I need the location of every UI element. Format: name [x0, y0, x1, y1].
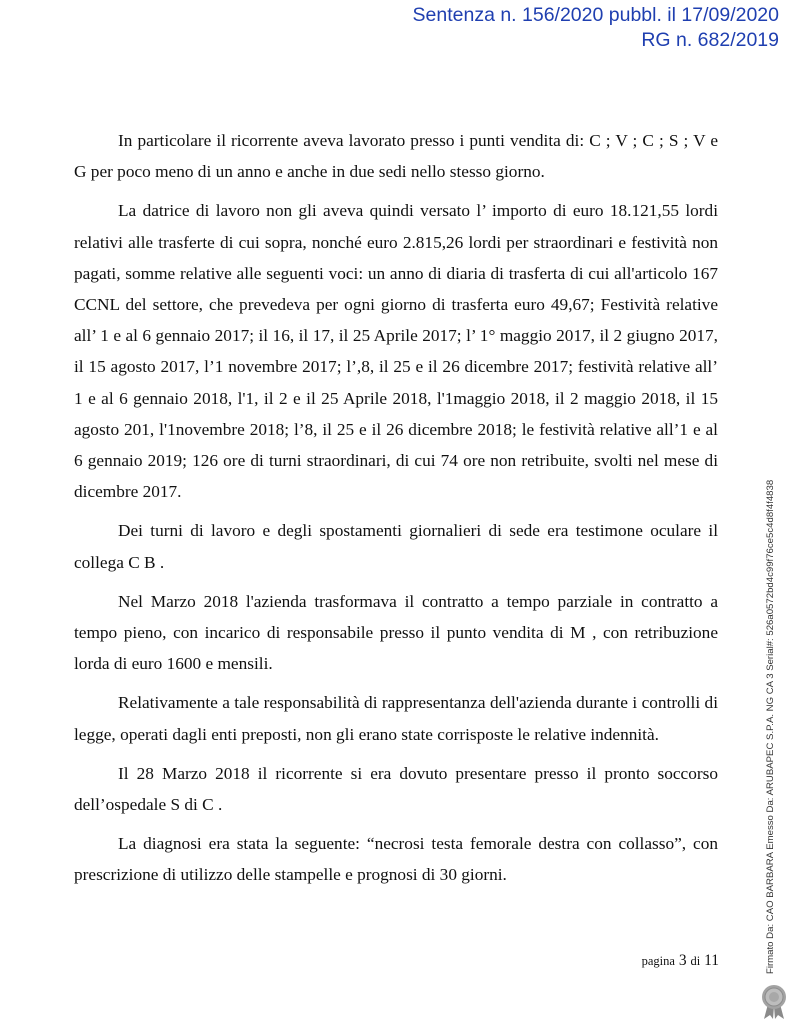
paragraph-importo: La datrice di lavoro non gli aveva quindi versato l’ importo di euro 18.121,55 lordi relativi alle trasferte di cui sopra, nonché euro 2.815,26 lordi per straordinari e festività non pagati, somme relative alle seguenti voci: un anno di diaria di trasferta di cui all'articolo 167 CCNL del settore, che prevedeva per ogni giorno di trasferta euro 49,67; Festività relative all’ 1 e al 6 gennaio 2017; il 16, il 17, il 25 Aprile 2017; l’ 1° maggio 2017, il 2 giugno 2017, il 15 agosto 2017, l’1 novembre 2017; l’,8, il 25 e il 26 dicembre 2017; festività relative all’ 1 e al 6 gennaio 2018, l'1, il 2 e il 25 Aprile 2018, l'1maggio 2018, il 2 maggio 2018, il 15 agosto 201, l'1novembre 2018; l’8, il 25 e il 26 dicembre 2018; le festività relative all’1 e al 6 gennaio 2019; 126 ore di turni straordinari, di cui 74 ore non retribuite, svolti nel mese di dicembre 2017. [74, 201, 718, 502]
total-pages: 11 [704, 952, 719, 969]
paragraph-punti-vendita: In particolare il ricorrente aveva lavorato presso i punti vendita di: C ; V ; C ; S ; V e G per poco meno di un anno e anche in due sedi nello stesso giorno. [74, 131, 718, 182]
paragraph-diagnosi: La diagnosi era stata la seguente: “necrosi testa femorale destra con collasso”, con prescrizione di utilizzo delle stampelle e prognosi di 30 giorni. [74, 834, 718, 885]
sentenza-reference: Sentenza n. 156/2020 pubbl. il 17/09/2020 [412, 4, 779, 26]
pagina-label: pagina [641, 954, 675, 968]
document-body [74, 125, 718, 899]
rg-reference: RG n. 682/2019 [641, 29, 779, 51]
di-label: di [690, 954, 701, 968]
seal-icon [760, 984, 788, 1020]
paragraph-pronto-soccorso: Il 28 Marzo 2018 il ricorrente si era dovuto presentare presso il pronto soccorso dell’ospedale S di C . [74, 763, 718, 815]
page-number [642, 952, 719, 970]
digital-signature-note: Firmato Da: CAO BARBARA Emesso Da: ARUBAPEC S.P.A. NG CA 3 Serial#: 526a0572bd4c99f76ce5c4d8f4f4838 [765, 479, 776, 974]
current-page: 3 [678, 952, 687, 969]
document-header [413, 3, 779, 53]
paragraph-contratto: Nel Marzo 2018 l'azienda trasformava il contratto a tempo parziale in contratto a tempo pieno, con incarico di responsabile presso il punto vendita di M , con retribuzione lorda di euro 1600 e mensili. [74, 591, 718, 674]
paragraph-indennita: Relativamente a tale responsabilità di rappresentanza dell'azienda durante i controlli di legge, operati dagli enti preposti, non gli erano state corrisposte le relative indennità. [74, 693, 718, 744]
paragraph-testimone: Dei turni di lavoro e degli spostamenti giornalieri di sede era testimone oculare il collega C B . [74, 521, 718, 572]
